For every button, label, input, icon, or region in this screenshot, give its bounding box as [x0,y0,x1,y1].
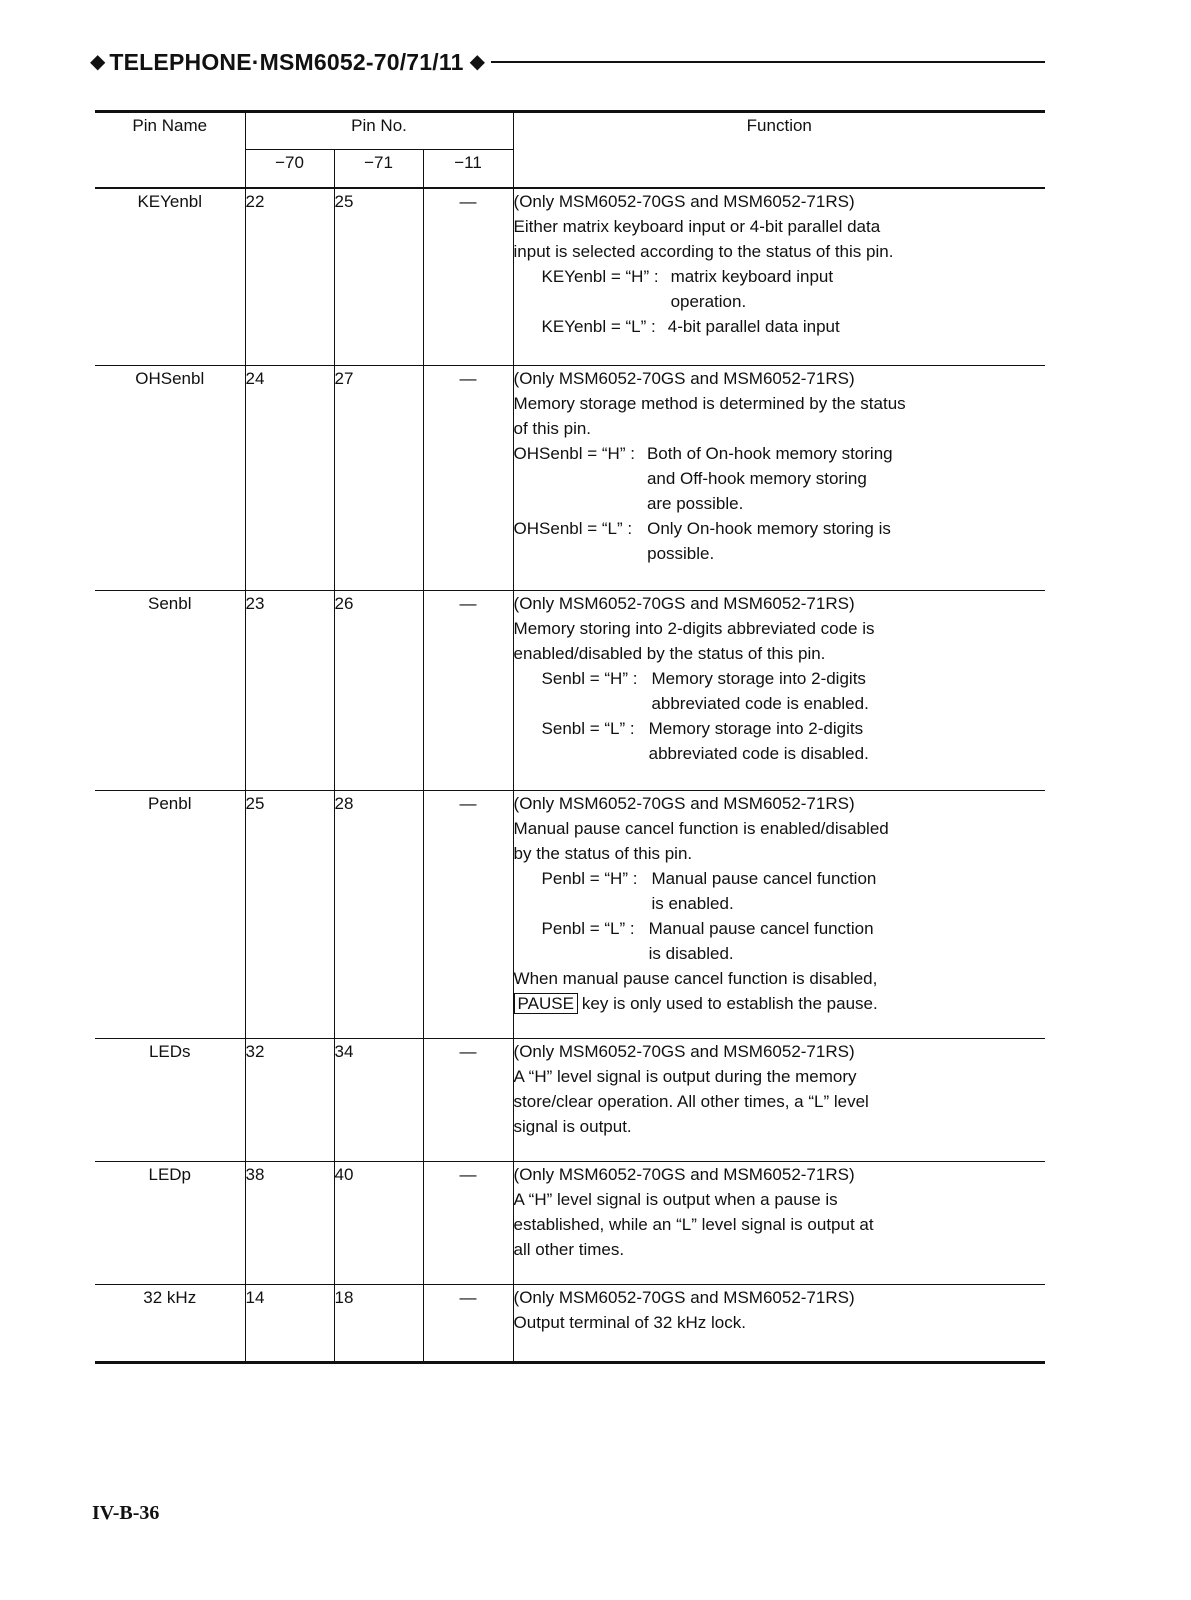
condition-high [514,666,1046,716]
pin-name: KEYenbl [95,188,245,365]
pin-function [513,790,1045,1038]
pin-71: 28 [334,790,423,1038]
function-line: (Only MSM6052-70GS and MSM6052-71RS) [513,1041,855,1061]
pin-70: 25 [245,790,334,1038]
col-70: −70 [275,153,304,172]
function-line: (Only MSM6052-70GS and MSM6052-71RS) [513,1287,855,1307]
pin-70: 38 [245,1161,334,1284]
table-header [95,112,1045,189]
condition-label: Penbl = “H” : [541,868,638,888]
col-function: Function [513,112,1045,189]
pause-key: PAUSE [514,993,578,1014]
condition-label: OHSenbl = “H” : [513,443,635,463]
condition-text: Memory storage into 2-digits [651,668,866,688]
condition-text: Memory storage into 2-digits [648,718,864,738]
condition-text: and Off-hook memory storing [646,468,867,488]
function-line: (Only MSM6052-70GS and MSM6052-71RS) [513,593,855,613]
condition-text: matrix keyboard input [670,267,834,286]
diamond-icon: ◆ [90,51,106,73]
pin-name: 32 kHz [95,1284,245,1362]
pin-71: 25 [334,188,423,365]
function-line: of this pin. [513,418,592,438]
pin-11: — [423,1161,513,1284]
page-header [90,47,1045,77]
condition-text: is disabled. [648,943,734,963]
condition-text: 4-bit parallel data input [667,317,840,336]
pin-71: 40 [334,1161,423,1284]
diamond-icon: ◆ [469,51,485,73]
pin-11: — [423,590,513,790]
pin-function [513,365,1045,590]
condition-label: OHSenbl = “L” : [513,518,633,538]
function-line: all other times. [513,1239,625,1259]
col-pin-name: Pin Name [95,112,245,189]
condition-high [514,264,1046,314]
condition-text: operation. [670,292,747,311]
condition-low [514,916,1046,966]
condition-text: is enabled. [651,893,734,913]
pin-70: 32 [245,1038,334,1161]
page-title: TELEPHONE·MSM6052-70/71/11 [109,48,464,75]
function-line: When manual pause cancel function is disabled, [513,968,878,988]
table-row [95,590,1045,790]
table-row [95,188,1045,365]
table-row [95,1038,1045,1161]
condition-label: Senbl = “L” : [541,718,635,738]
pin-70: 24 [245,365,334,590]
function-line: (Only MSM6052-70GS and MSM6052-71RS) [513,192,855,211]
col-pin-no: Pin No. [245,112,513,150]
page-number: IV-B-36 [92,1502,160,1524]
pin-function [513,1161,1045,1284]
pin-function-table [95,110,1045,1364]
function-line: (Only MSM6052-70GS and MSM6052-71RS) [513,793,855,813]
condition-label: KEYenbl = “H” : [541,267,659,286]
condition-high [514,441,1046,516]
condition-text: Only On-hook memory storing is [647,518,891,538]
function-line: Output terminal of 32 kHz lock. [513,1312,746,1332]
pin-71: 34 [334,1038,423,1161]
condition-text: abbreviated code is disabled. [648,743,869,763]
pin-name: Penbl [95,790,245,1038]
table-row [95,1161,1045,1284]
function-line: (Only MSM6052-70GS and MSM6052-71RS) [513,1164,855,1184]
condition-text: possible. [647,543,715,563]
function-line: A “H” level signal is output during the memory [513,1066,857,1086]
pin-11: — [423,188,513,365]
condition-low [514,716,1046,766]
condition-low [514,516,1046,566]
pin-11: — [423,1284,513,1362]
pin-70: 14 [245,1284,334,1362]
condition-label: Penbl = “L” : [541,918,635,938]
function-line: input is selected according to the status of this pin. [513,242,894,261]
function-line: Manual pause cancel function is enabled/disabled [513,818,889,838]
pin-11: — [423,365,513,590]
function-text: key is only used to establish the pause. [581,993,878,1013]
pin-function [513,590,1045,790]
condition-label: Senbl = “H” : [541,668,638,688]
condition-low [514,314,1046,339]
table-row [95,790,1045,1038]
table-row [95,365,1045,590]
pin-name: LEDs [95,1038,245,1161]
function-line: established, while an “L” level signal is output at [513,1214,874,1234]
pin-11: — [423,790,513,1038]
pin-name: Senbl [95,590,245,790]
header-rule [491,61,1045,63]
pin-70: 22 [245,188,334,365]
pin-name: OHSenbl [95,365,245,590]
condition-text: abbreviated code is enabled. [651,693,869,713]
function-line [514,991,1046,1016]
col-11: −11 [423,150,513,189]
function-line: store/clear operation. All other times, a “L” level [513,1091,869,1111]
pin-function [513,1038,1045,1161]
function-line: Memory storing into 2-digits abbreviated code is [513,618,875,638]
col-71: −71 [334,150,423,189]
condition-text: Both of On-hook memory storing [646,443,893,463]
function-line: by the status of this pin. [513,843,693,863]
pin-name: LEDp [95,1161,245,1284]
function-line: Memory storage method is determined by the status [513,393,906,413]
pin-70: 23 [245,590,334,790]
condition-high [514,866,1046,916]
function-line: (Only MSM6052-70GS and MSM6052-71RS) [513,368,855,388]
pin-71: 27 [334,365,423,590]
pin-71: 26 [334,590,423,790]
condition-text: Manual pause cancel function [651,868,877,888]
function-line: signal is output. [513,1116,632,1136]
function-line: enabled/disabled by the status of this pin. [513,643,826,663]
condition-text: are possible. [646,493,744,513]
pin-function [513,188,1045,365]
pin-11: — [423,1038,513,1161]
function-line: Either matrix keyboard input or 4-bit parallel data [513,217,881,236]
pin-function [513,1284,1045,1362]
table-row [95,1284,1045,1362]
condition-label: KEYenbl = “L” : [541,317,656,336]
function-line: A “H” level signal is output when a pause is [513,1189,838,1209]
condition-text: Manual pause cancel function [648,918,874,938]
pin-71: 18 [334,1284,423,1362]
